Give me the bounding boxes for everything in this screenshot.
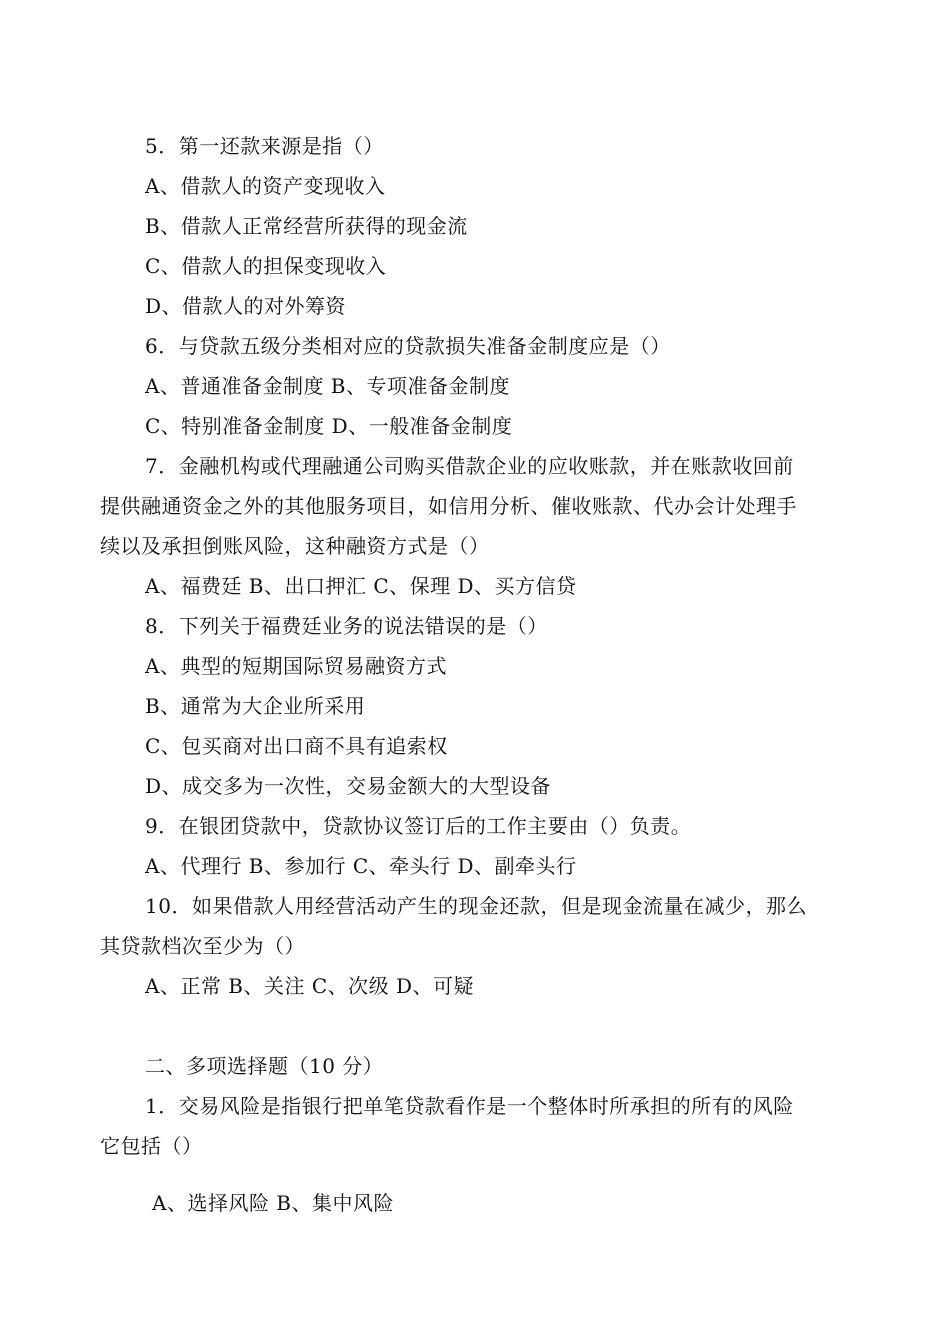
question-10-line-2: 其贷款档次至少为（）: [100, 934, 305, 958]
q7-options: A、福费廷 B、出口押汇 C、保理 D、买方信贷: [145, 574, 577, 598]
question-8: 8．下列关于福费廷业务的说法错误的是（）: [145, 614, 548, 638]
q6-options-cd: C、特别准备金制度 D、一般准备金制度: [145, 414, 513, 438]
q5-option-b: B、借款人正常经营所获得的现金流: [145, 214, 468, 238]
q8-option-a: A、典型的短期国际贸易融资方式: [145, 654, 447, 678]
mc-q1-options: A、选择风险 B、集中风险: [152, 1191, 394, 1215]
question-7-line-1: 7．金融机构或代理融通公司购买借款企业的应收账款，并在账款收回前: [145, 454, 794, 478]
question-6: 6．与贷款五级分类相对应的贷款损失准备金制度应是（）: [145, 334, 671, 358]
q9-options: A、代理行 B、参加行 C、牵头行 D、副牵头行: [145, 854, 577, 878]
mc-question-1-line-2: 它包括（）: [100, 1134, 203, 1158]
q8-option-c: C、包买商对出口商不具有追索权: [145, 734, 448, 758]
question-7-line-3: 续以及承担倒账风险，这种融资方式是（）: [100, 534, 490, 558]
question-5: 5．第一还款来源是指（）: [145, 134, 384, 158]
q5-option-d: D、借款人的对外筹资: [145, 294, 347, 318]
q5-option-a: A、借款人的资产变现收入: [145, 174, 386, 198]
mc-question-1-line-1: 1．交易风险是指银行把单笔贷款看作是一个整体时所承担的所有的风险: [145, 1094, 794, 1118]
question-10-line-1: 10．如果借款人用经营活动产生的现金还款，但是现金流量在减少，那么: [145, 894, 807, 918]
question-9: 9．在银团贷款中，贷款协议签订后的工作主要由（）负责。: [145, 814, 692, 838]
q6-options-ab: A、普通准备金制度 B、专项准备金制度: [145, 374, 510, 398]
section-heading-multiple-choice: 二、多项选择题（10 分）: [145, 1054, 384, 1078]
q5-option-c: C、借款人的担保变现收入: [145, 254, 387, 278]
q8-option-b: B、通常为大企业所采用: [145, 694, 366, 718]
question-7-line-2: 提供融通资金之外的其他服务项目，如信用分析、催收账款、代办会计处理手: [100, 494, 797, 518]
q10-options: A、正常 B、关注 C、次级 D、可疑: [145, 974, 475, 998]
q8-option-d: D、成交多为一次性，交易金额大的大型设备: [145, 774, 552, 798]
